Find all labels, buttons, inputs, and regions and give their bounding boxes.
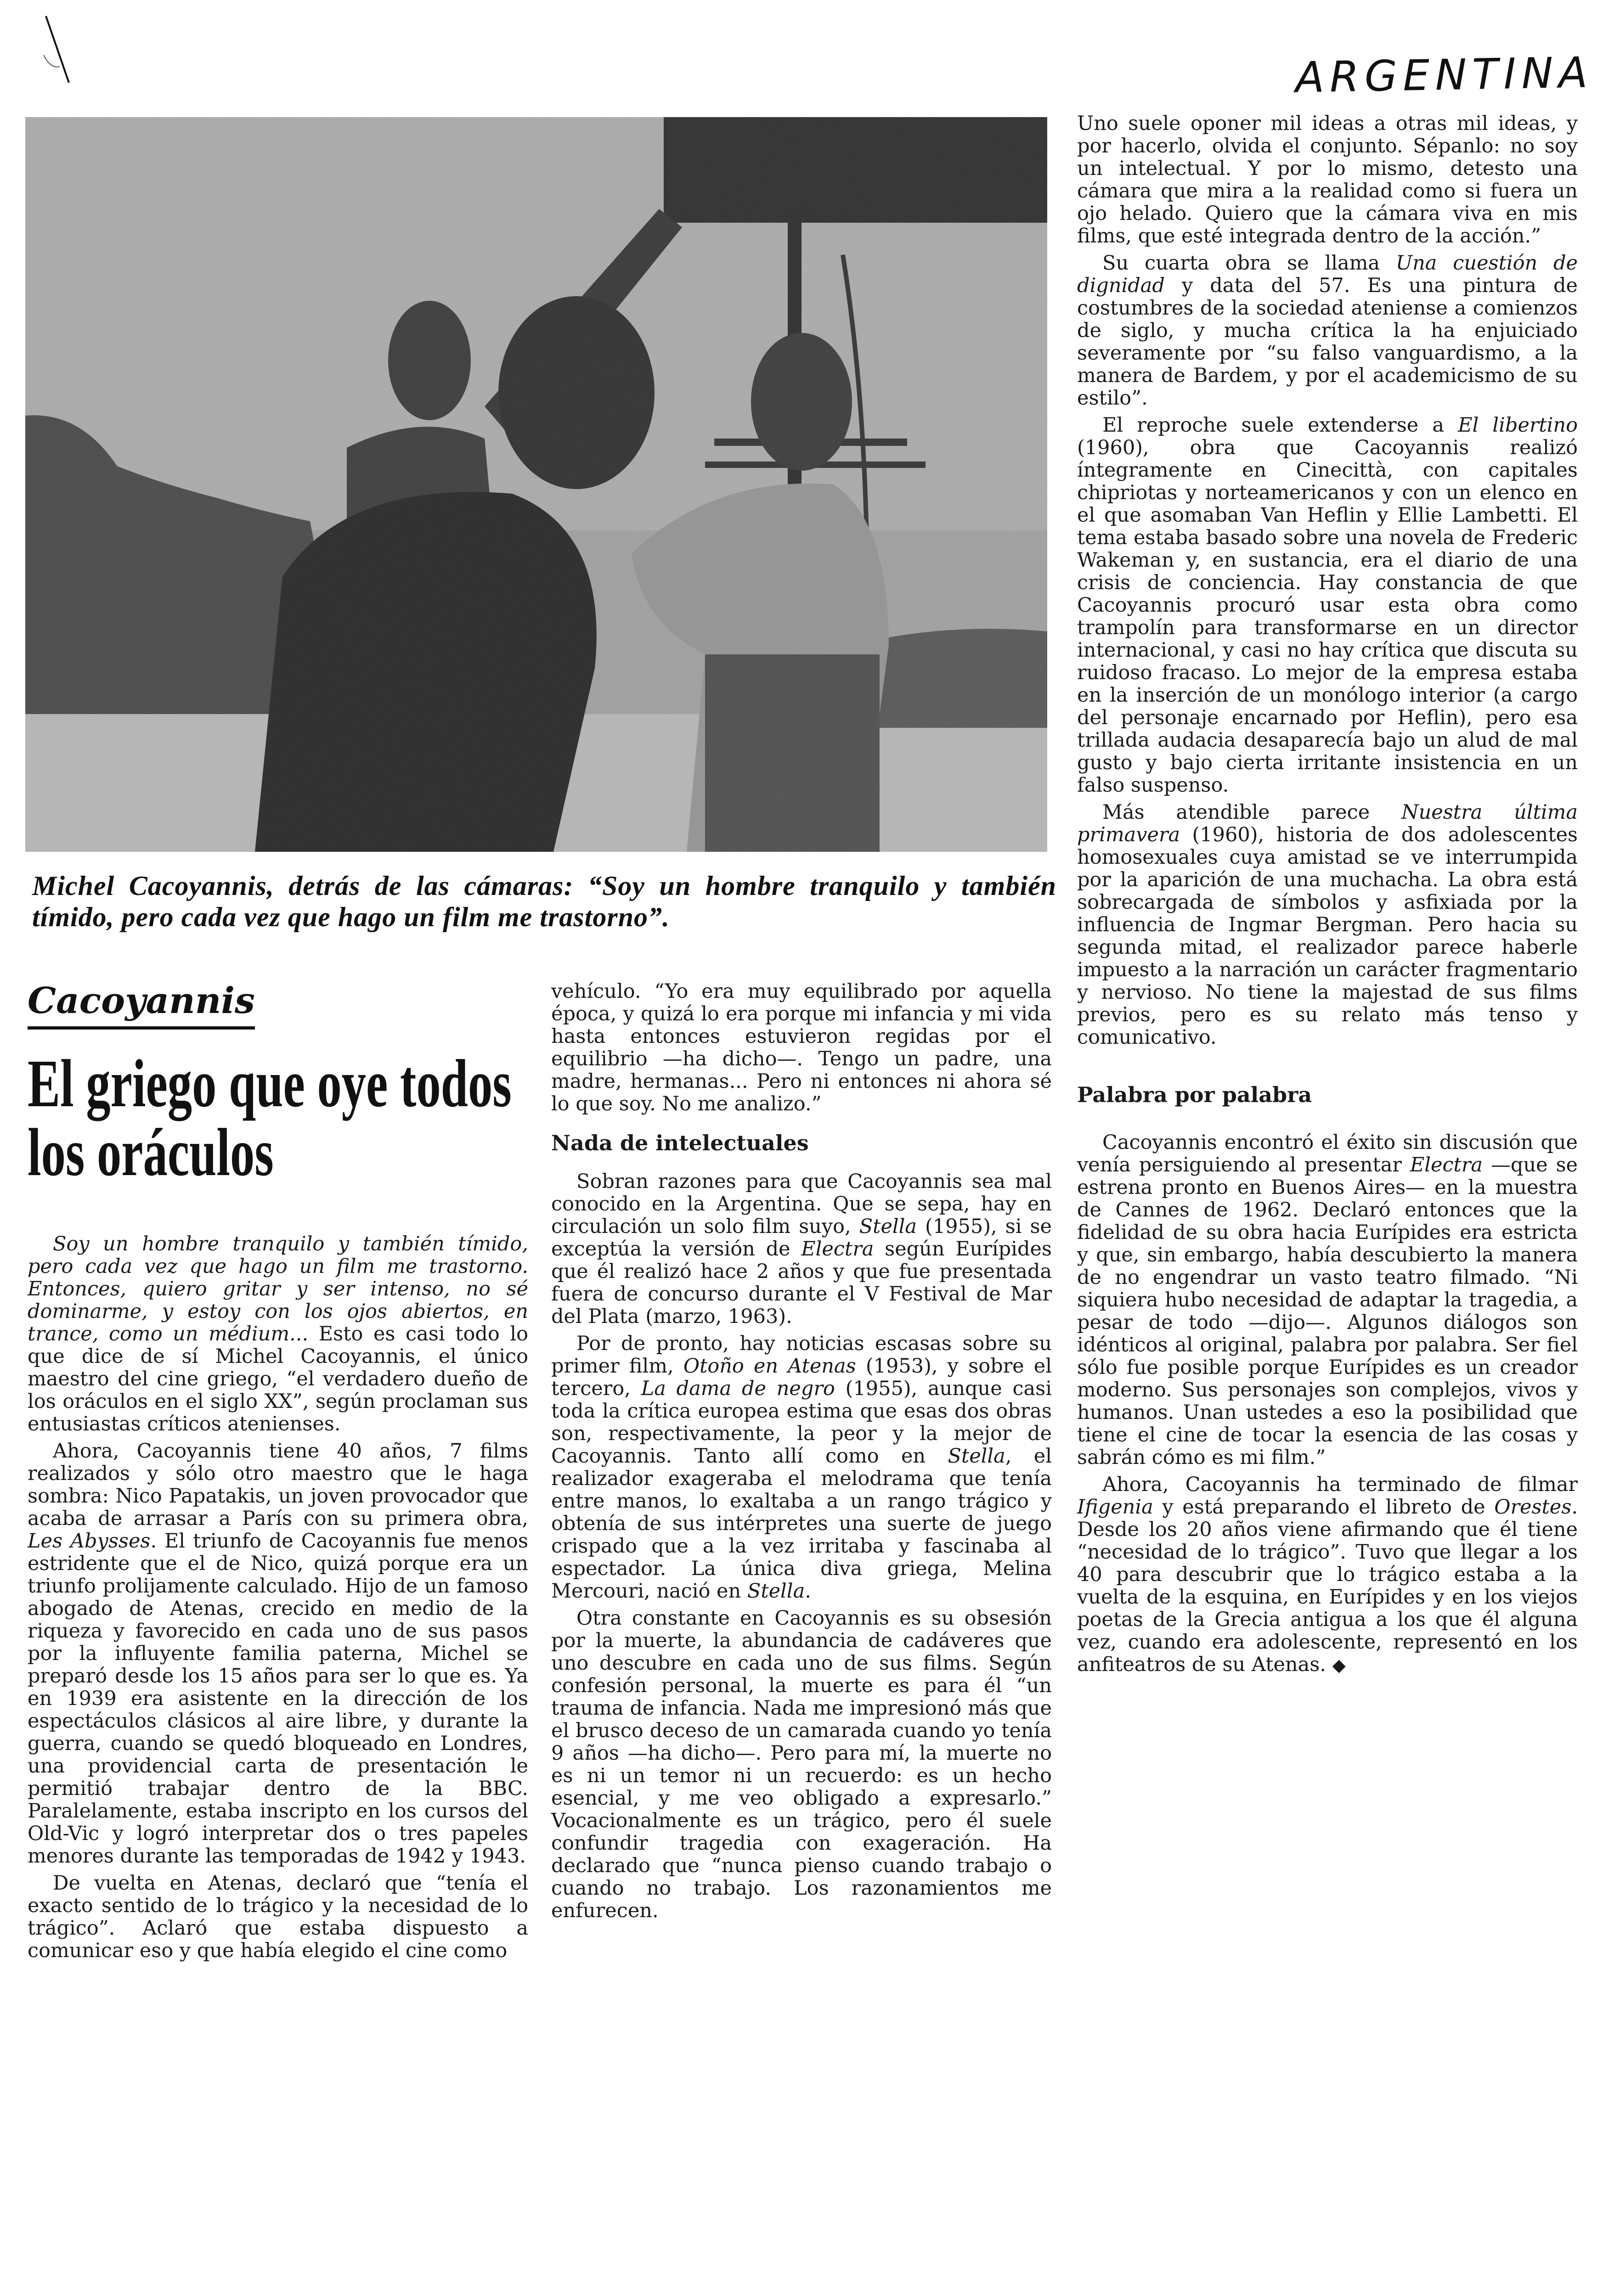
- paragraph: Ahora, Cacoyannis ha terminado de filmar Ifigenia y está preparando el libreto de Orestes. Desde los 20 años viene afirmando que él tiene “necesidad de lo trágico”. Tuvo que llegar a los 40 para descubrir que lo trágico estaba a la vuelta de la esquina, en Eurípides y en los viejos poetas de la Grecia antigua a los que él alguna vez, cuando era adolescente, representó en los anfiteatros de su Atenas. ◆: [1077, 1473, 1578, 1676]
- section-kicker: Cacoyannis: [28, 980, 255, 1030]
- film-title: Orestes: [1494, 1496, 1572, 1519]
- film-title: Electra: [1410, 1154, 1483, 1176]
- paragraph: Su cuarta obra se llama Una cuestión de dignidad y data del 57. Es una pintura de costumbres de la sociedad ateniense a comienzos de siglo, y mucha crítica la ha enjuiciado severamente por “su falso vanguardismo, a la manera de Bardem, y por el academicismo de su estilo”.: [1077, 252, 1578, 410]
- film-title: Ifigenia: [1077, 1496, 1153, 1519]
- article-headline: El griego que oye todos los oráculos: [28, 1046, 512, 1190]
- paragraph: Por de pronto, hay noticias escasas sobre su primer film, Otoño en Atenas (1953), y sobre el tercero, La dama de negro (1955), aunque casi toda la crítica europea estima que esas dos obras son, respectivamente, la peor y la mejor de Cacoyannis. Tanto allí como en Stella, el realizador exageraba el melodrama que tenía entre manos, lo exaltaba a un rango trágico y obtenía de sus intérpretes una suerte de juego crispado que a la vez irritaba y fascinaba al espectador. La única diva griega, Melina Mercouri, nació en Stella.: [551, 1332, 1052, 1603]
- film-title: Una cuestión de dignidad: [1077, 252, 1578, 297]
- article-column-3: [1077, 113, 1578, 1681]
- photo-illustration: [25, 117, 1047, 852]
- film-title: La dama de negro: [641, 1377, 835, 1400]
- article-column-2: [551, 980, 1052, 1927]
- pen-mark-icon: [41, 14, 106, 87]
- subheading: Palabra por palabra: [1077, 1082, 1312, 1107]
- paragraph: De vuelta en Atenas, declaró que “tenía el exacto sentido de lo trágico y la necesidad de lo trágico”. Aclaró que estaba dispuesto a comunicar eso y que había elegido el cine como: [28, 1872, 528, 1962]
- italic-quote: Soy un hombre tranquilo y también tímido, pero cada vez que hago un film me trastorno. Entonces, quiero gritar y ser intenso, no sé dominarme, y estoy con los ojos abiertos, en trance, como un médium...: [28, 1232, 528, 1345]
- handwritten-country-label: ARGENTINA: [1295, 48, 1594, 102]
- paragraph: Sobran razones para que Cacoyannis sea mal conocido en la Argentina. Que se sepa, hay en circulación un solo film suyo, Stella (1955), si se exceptúa la versión de Electra según Eurípides que él realizó hace 2 años y que fue presentada fuera de concurso durante el V Festival de Mar del Plata (marzo, 1963).: [551, 1170, 1052, 1328]
- article-column-1: [28, 1233, 528, 1967]
- film-title: Stella: [859, 1215, 917, 1238]
- photo-caption: Michel Cacoyannis, detrás de las cámaras: “Soy un hombre tranquilo y también tímido, pero cada vez que hago un film me trastorno”.: [32, 871, 1056, 932]
- paragraph: Uno suele oponer mil ideas a otras mil ideas, y por hacerlo, olvida el conjunto. Sépanlo: no soy un intelectual. Y por lo mismo, detesto una cámara que mira a la realidad como si fuera un ojo helado. Quiero que la cámara viva en mis films, que esté integrada dentro de la acción.”: [1077, 112, 1578, 248]
- paragraph: Más atendible parece Nuestra última primavera (1960), historia de dos adolescentes homosexuales cuya amistad se ve interrumpida por la aparición de una muchacha. La obra está sobrecargada de símbolos y asfixiada por la influencia de Ingmar Bergman. Pero hacia su segunda mitad, el realizador parece haberle impuesto a la narración un carácter fragmentario y nervioso. No tiene la majestad de sus films previos, pero es su relato más tenso y comunicativo.: [1077, 801, 1578, 1049]
- film-title: Les Abysses: [28, 1530, 151, 1553]
- film-title: Stella: [948, 1445, 1005, 1468]
- paragraph: Cacoyannis encontró el éxito sin discusión que venía persiguiendo al presentar Electra —que se estrena pronto en Buenos Aires— en la muestra de Cannes de 1962. Declaró entonces que la fidelidad de su obra hacia Eurípides era estricta y que, sin embargo, había descubierto la manera de no engendrar un vasto teatro filmado. “Ni siquiera hubo necesidad de adaptar la tragedia, a pesar de todo —dijo—. Algunos diálogos son idénticos al original, palabra por palabra. Ser fiel sólo fue posible porque Eurípides es un creador moderno. Sus personajes son complejos, vivos y humanos. Unan ustedes a eso la posibilidad que tiene el cine de tocar la esencia de las cosas y sabrán cómo es mi film.”: [1077, 1131, 1578, 1469]
- paragraph: Ahora, Cacoyannis tiene 40 años, 7 films realizados y sólo otro maestro que le haga sombra: Nico Papatakis, un joven provocador que acaba de arrasar a París con su primera obra, Les Abysses. El triunfo de Cacoyannis fue menos estridente que el de Nico, quizá porque era un triunfo prolijamente calculado. Hijo de un famoso abogado de Atenas, crecido en medio de la riqueza y favorecido en cada uno de sus pasos por la influyente familia paterna, Michel se preparó desde los 15 años para ser lo que es. Ya en 1939 era asistente en la dirección de los espectáculos clásicos al aire libre, y durante la guerra, cuando se quedó bloqueado en Londres, una providencial carta de presentación le permitió trabajar dentro de la BBC. Paralelamente, estaba inscripto en los cursos del Old-Vic y logró interpretar dos o tres papeles menores durante las temporadas de 1942 y 1943.: [28, 1440, 528, 1868]
- paragraph: Soy un hombre tranquilo y también tímido, pero cada vez que hago un film me trastorno. Entonces, quiero gritar y ser intenso, no sé dominarme, y estoy con los ojos abiertos, en trance, como un médium... Esto es casi todo lo que dice de sí Michel Cacoyannis, el único maestro del cine griego, “el verdadero dueño de los oráculos en el siglo XX”, según proclaman sus entusiastas críticos atenienses.: [28, 1232, 528, 1435]
- film-title: Stella: [747, 1580, 805, 1603]
- subheading: Nada de intelectuales: [551, 1131, 809, 1155]
- paragraph: El reproche suele extenderse a El libertino (1960), obra que Cacoyannis realizó íntegramente en Cinecittà, con capitales chipriotas y norteamericanos y con un elenco en el que asomaban Van Heflin y Ellie Lambetti. El tema estaba basado sobre una novela de Frederic Wakeman y, en sustancia, era el diario de una crisis de conciencia. Hay constancia de que Cacoyannis procuró usar esta obra como trampolín para transformarse en un director internacional, y casi no hay crítica que discuta su ruidoso fracaso. Lo mejor de la empresa estaba en la inserción de un monólogo interior (a cargo del personaje encarnado por Heflin), pero esa trillada audacia desaparecía bajo un alud de mal gusto y bajo cierta irritante insistencia en un falso suspenso.: [1077, 414, 1578, 797]
- film-title: El libertino: [1458, 414, 1578, 437]
- film-title: Otoño en Atenas: [683, 1355, 856, 1378]
- film-title: Nuestra última primavera: [1077, 801, 1578, 846]
- paragraph: Otra constante en Cacoyannis es su obsesión por la muerte, la abundancia de cadáveres que uno descubre en cada uno de sus films. Según confesión personal, la muerte es para él “un trauma de infancia. Nada me impresionó más que el brusco deceso de un camarada cuando yo tenía 9 años —ha dicho—. Pero para mí, la muerte no es ni un temor ni un recuerdo: es un hecho esencial, y me veo obligado a expresarlo.” Vocacionalmente es un trágico, pero él suele confundir tragedia con exageración. Ha declarado que “nunca pienso cuando trabajo o cuando no trabajo. Los razonamientos me enfurecen.: [551, 1607, 1052, 1922]
- article-photo: [25, 117, 1047, 852]
- film-title: Electra: [801, 1238, 874, 1261]
- end-of-article-diamond-icon: ◆: [1332, 1655, 1346, 1675]
- paragraph: vehículo. “Yo era muy equilibrado por aquella época, y quizá lo era porque mi infancia y mi vida hasta entonces estuvieron regidas por el equilibrio —ha dicho—. Tengo un padre, una madre, hermanas... Pero ni entonces ni ahora sé lo que soy. No me analizo.”: [551, 980, 1052, 1115]
